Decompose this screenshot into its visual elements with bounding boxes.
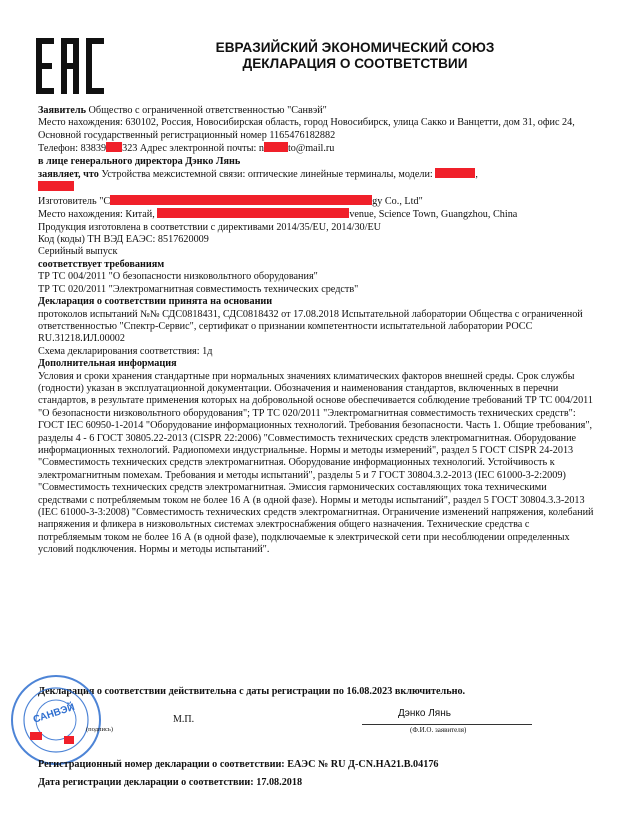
- additional-text: Условия и сроки хранения стандартные при нормальных значениях климатических факторов внешней среды. Срок службы (годности) указан в эксплуатационной документации. Обозначения и наименования стандартов, включенных в перечни стандартов, в результате применения которых на добровольной основе обеспечивается соблюдение требований ТР ТС 004/2011 "О безопасности низковольтного оборудования"; ТР ТС 020/2011 "Электромагнитная совместимость технических средств": ГОСТ IEC 60950-1-2014 "Оборудование информационных технологий. Требования безопасности. Часть 1. Общие требования", разделы 4 - 6 ГОСТ 30805.22-2013 (CISPR 22:2006) "Совместимость технических средств электромагнитная. Оборудование информационных технологий. Радиопомехи индустриальные. Нормы и методы измерений", раздел 5 ГОСТ CISPR 24-2013 "Совместимость технических средств электромагнитная. Оборудование информационных технологий. Устойчивость к электромагнитным помехам. Требования и методы испытаний", разделы 5 и 7 ГОСТ 30804.3.2-2013 (IEC 61000-3-2:2009) "Совместимость технических средств электромагнитная. Эмиссия гармонических составляющих тока техническими средствами с потребляемым током не более 16 А (в одной фазе). Нормы и методы испытаний", раздел 5 ГОСТ 30804.3.3-2013 (IEC 61000-3-3:2008) "Совместимость технических средств электромагнитная. Ограничение изменений напряжения, колебаний напряжения и фликера в низковольтных системах электроснабжения общего назначения. Технические средства с потребляемым током не более 16 А (в одной фазе), подключаемые к электрической сети при несоблюдении определенных условий подключения. Нормы и методы испытаний".: [38, 370, 594, 556]
- manufacturer-name-suffix: gy Co., Ltd": [372, 195, 423, 207]
- redaction-bar: [157, 208, 349, 218]
- conforms-title: соответствует требованиям: [38, 258, 165, 270]
- registration-date: 17.08.2018: [256, 777, 303, 788]
- company-stamp: [8, 672, 104, 768]
- registration-number-label: Регистрационный номер декларации о соответствии:: [38, 759, 285, 770]
- eac-logo: [36, 38, 106, 94]
- redaction-bar: [110, 195, 372, 205]
- declares-label: заявляет, что: [38, 169, 99, 181]
- applicant-label: Заявитель: [38, 105, 86, 116]
- redaction-bar: [264, 142, 288, 152]
- signatory-name: Дэнко Лянь: [398, 708, 451, 719]
- additional-title: Дополнительная информация: [38, 358, 177, 370]
- phone-prefix: Телефон: 83839: [38, 143, 107, 155]
- signature-caption: (подпись): [86, 726, 113, 733]
- manufacturer-label: Изготовитель "C: [38, 195, 111, 207]
- redaction-bar: [38, 181, 74, 191]
- header-union: ЕВРАЗИЙСКИЙ ЭКОНОМИЧЕСКИЙ СОЮЗ: [215, 40, 495, 55]
- document-header: [120, 40, 590, 72]
- basis-scheme: Схема декларирования соответствия: 1д: [38, 345, 213, 357]
- basis-title: Декларация о соответствии принята на основании: [38, 296, 273, 308]
- serial-production: Серийный выпуск: [38, 246, 118, 258]
- validity-statement: Декларация о соответствии действительна с даты регистрации по 16.08.2023 включительно.: [38, 686, 466, 697]
- conforms-item: ТР ТС 004/2011 "О безопасности низковольтного оборудования": [38, 271, 318, 283]
- redaction-bar: [64, 736, 74, 744]
- header-title: ДЕКЛАРАЦИЯ О СООТВЕТСТВИИ: [242, 56, 468, 71]
- redaction-bar: [106, 142, 122, 152]
- signature-line: [362, 724, 532, 725]
- applicant-name: Общество с ограниченной ответственностью "Санвэй": [88, 105, 327, 116]
- conforms-item: ТР ТС 020/2011 "Электромагнитная совместимость технических средств": [38, 283, 359, 295]
- declares-text: Устройства межсистемной связи: оптические линейные терминалы, модели:: [101, 169, 433, 181]
- registration-block: [38, 756, 594, 792]
- registration-date-label: Дата регистрации декларации о соответствии:: [38, 777, 254, 788]
- phone-suffix: 323 Адрес электронной почты: n: [122, 143, 264, 155]
- signatory-caption: (Ф.И.О. заявителя): [410, 726, 467, 734]
- mp-label: М.П.: [173, 714, 195, 725]
- redaction-bar: [30, 732, 42, 740]
- applicant-address: Место нахождения: 630102, Россия, Новосибирская область, город Новосибирск, улица Сакко и Ванцетти, дом 31, офис 24, Основной государственный регистрационный номер 1165476182882: [38, 117, 575, 141]
- director-line: в лице генерального директора Дэнко Лянь: [38, 155, 241, 167]
- document-body: Заявитель Общество с ограниченной ответственностью "Санвэй" Место нахождения: 630102, Россия, Новосибирская область, город Новосибирск, улица Сакко и Ванцетти, дом 31, офис 24, Основной государственный регистрационный номер 1165476182882 Телефон: 83839 323 Адрес электронной почты: n to@mail.ru в лице генерального директора Дэнко Лянь заявляет, что Устройства межсистемной связи: оптические линейные терминалы, модели: , Изготовитель "C gy Co., Ltd" Место нахождения: Китай, venue, Science Town, Guangzhou, China Продукция изготовлена в соответствии с директивами 2014/35/EU, 2014/30/EU Код (коды) ТН ВЭД ЕАЭС: 8517620009 Серийный выпуск соответствует требованиям ТР ТС 004/2011 "О безопасности низковольтного оборудования" ТР ТС 020/2011 "Электромагнитная совместимость технических средств" Декларация о соответствии принята на основании протоколов испытаний №№ СДС0818431, СДС0818432 от 17.08.2018 Испытательной лаборатории Общества с ограниченной ответственностью "Спектр-Сервис", сертификат о признании компетентности испытательной лаборатории РОСС RU.31218.ИЛ.00002 Схема декларирования соответствия: 1д Дополнительная информация Условия и сроки хранения стандартные при нормальных значениях климатических факторов внешней среды. Срок службы (годности) указан в эксплуатационной документации. Обозначения и наименования стандартов, включенных в перечни стандартов, в результате применения которых на добровольной основе обеспечивается соблюдение требований ТР ТС 004/2011 "О безопасности низковольтного оборудования"; ТР ТС 020/2011 "Электромагнитная совместимость технических средств": ГОСТ IEC 60950-1-2014 "Оборудование информационных технологий. Требования безопасности. Часть 1. Общие требования", разделы 4 - 6 ГОСТ 30805.22-2013 (CISPR 22:2006) "Совместимость технических средств электромагнитная. Оборудование информационных технологий. Радиопомехи индустриальные. Нормы и методы измерений", раздел 5 ГОСТ CISPR 24-2013 "Совместимость технических средств электромагнитная. Оборудование информационных технологий. Устойчивость к электромагнитным помехам. Требования и методы испытаний", разделы 5 и 7 ГОСТ 30804.3.2-2013 (IEC 61000-3-2:2009) "Совместимость технических средств электромагнитная. Эмиссия гармонических составляющих тока техническими средствами с потребляемым током не более 16 А (в одной фазе). Нормы и методы испытаний", раздел 5 ГОСТ 30804.3.3-2013 (IEC 61000-3-3:2008) "Совместимость технических средств электромагнитная. Ограничение изменений напряжения, колебаний напряжения и фликера в низковольтных системах электроснабжения общего назначения. Технические средства с потребляемым током не более 16 А (в одной фазе), подключаемые к электрической сети при несоблюдении определенных условий подключения. Нормы и методы испытаний".: [38, 105, 594, 556]
- registration-number: ЕАЭС № RU Д-CN.НА21.В.04176: [287, 759, 439, 770]
- stamp-text: САНВЭЙ: [31, 701, 77, 726]
- redaction-bar: [435, 168, 475, 178]
- manufacturer-address-suffix: venue, Science Town, Guangzhou, China: [349, 209, 518, 221]
- production-directives: Продукция изготовлена в соответствии с директивами 2014/35/EU, 2014/30/EU: [38, 221, 382, 233]
- tnved-code: Код (коды) ТН ВЭД ЕАЭС: 8517620009: [38, 234, 209, 246]
- basis-text: протоколов испытаний №№ СДС0818431, СДС0818432 от 17.08.2018 Испытательной лаборатории Общества с ограниченной ответственностью "Спектр-Сервис", сертификат о признании компетентности испытательной лаборатории РОСС RU.31218.ИЛ.00002: [38, 308, 583, 345]
- manufacturer-address-prefix: Место нахождения: Китай,: [38, 209, 155, 221]
- email-suffix: to@mail.ru: [287, 143, 335, 155]
